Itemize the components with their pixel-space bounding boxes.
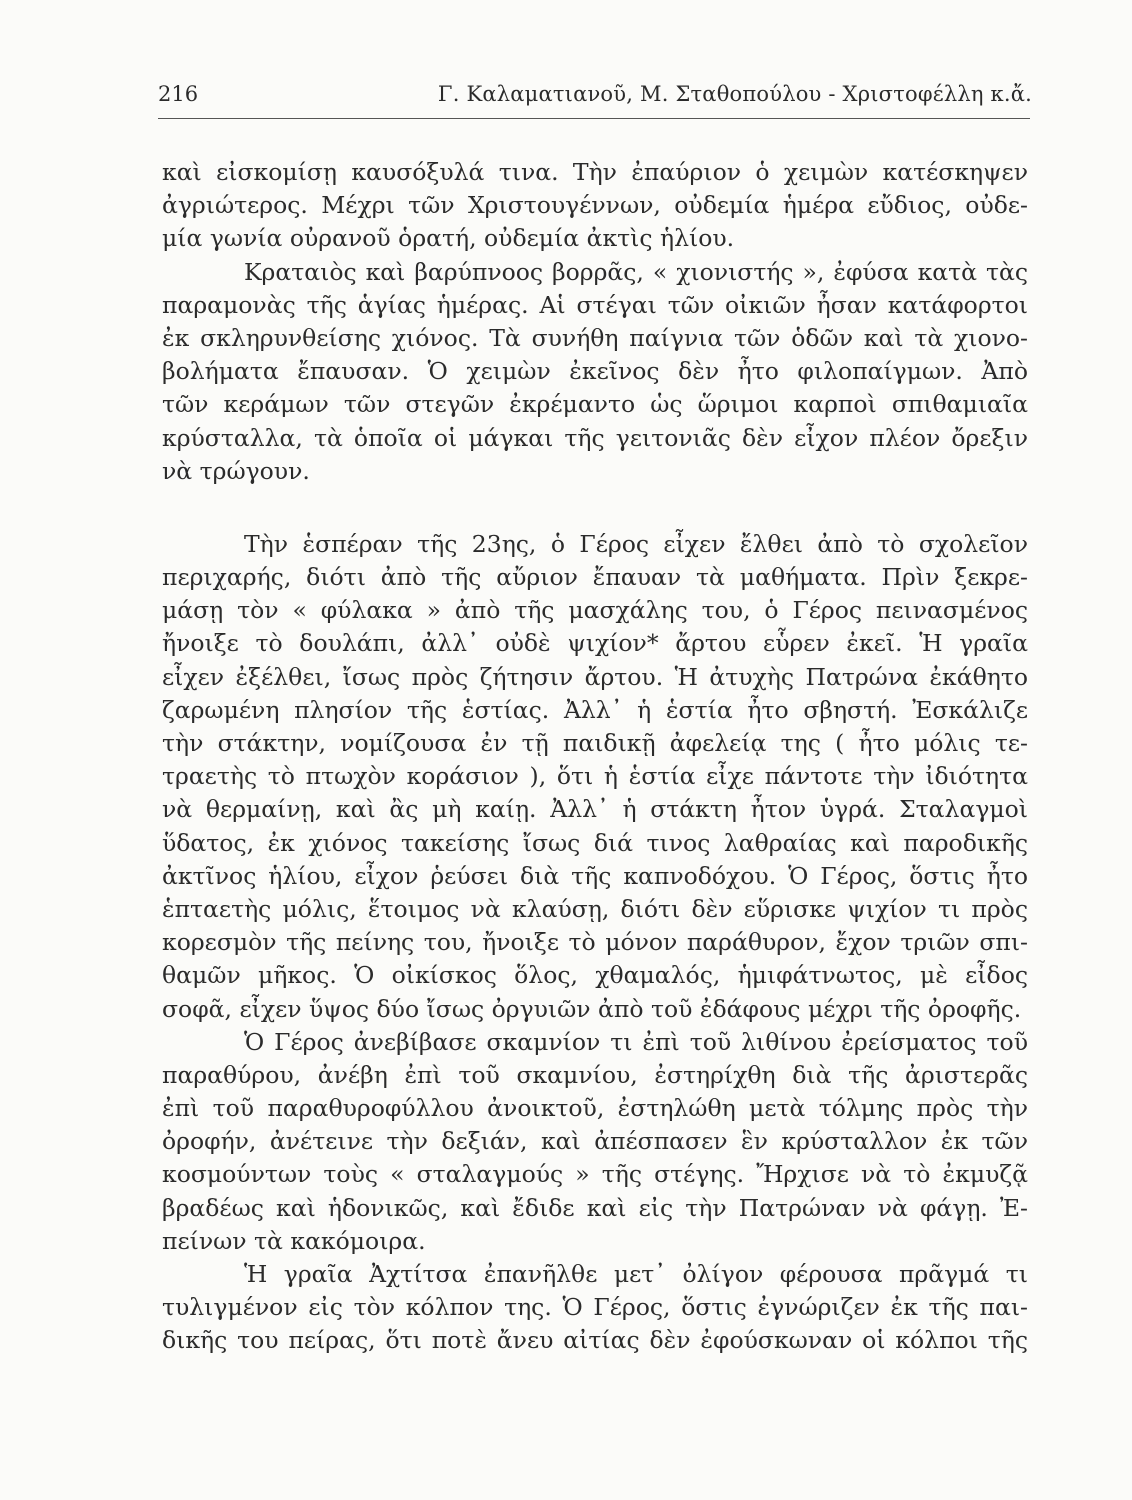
text-line: ζαρωμένη πλησίον τῆς ἑστίας. Ἀλλ᾽ ἡ ἑστία ἦτο σβηστή. Ἐσκάλιζε — [162, 695, 1028, 724]
text-line: μάσῃ τὸν « φύλακα » ἀπὸ τῆς μασχάλης του, ὁ Γέρος πεινασμένος — [162, 596, 1028, 625]
text-line: ἀγριώτερος. Μέχρι τῶν Χριστουγέννων, οὐδεμία ἡμέρα εὔδιος, οὐδε- — [162, 191, 1028, 220]
body-text — [162, 156, 1028, 1358]
text-line: τραετὴς τὸ πτωχὸν κοράσιον ), ὅτι ἡ ἑστία εἶχε πάντοτε τὴν ἰδιότητα — [162, 762, 1028, 791]
header-rule — [158, 118, 1030, 119]
page-number: 216 — [158, 82, 199, 106]
text-line: περιχαρής, διότι ἀπὸ τῆς αὔριον ἔπαυαν τὰ μαθήματα. Πρὶν ξεκρε- — [162, 563, 1028, 592]
text-line: πείνων τὰ κακόμοιρα. — [162, 1226, 426, 1255]
text-line: κορεσμὸν τῆς πείνης του, ἤνοιξε τὸ μόνον παράθυρον, ἔχον τριῶν σπι- — [162, 928, 1028, 957]
text-line: παραθύρου, ἀνέβη ἐπὶ τοῦ σκαμνίου, ἐστηρίχθη διὰ τῆς ἀριστερᾶς — [162, 1060, 1028, 1089]
text-line: δικῆς του πείρας, ὅτι ποτὲ ἄνευ αἰτίας δὲν ἐφούσκωναν οἱ κόλποι τῆς — [162, 1326, 1028, 1355]
text-line: Ἡ γραῖα Ἀχτίτσα ἐπανῆλθε μετ᾽ ὀλίγον φέρουσα πρᾶγμά τι — [244, 1260, 1028, 1288]
text-line: ὕδατος, ἐκ χιόνος τακείσης ἴσως διά τινος λαθραίας καὶ παροδικῆς — [162, 828, 1028, 857]
paragraph-gap — [162, 488, 1028, 528]
text-line: Τὴν ἑσπέραν τῆς 23ης, ὁ Γέρος εἶχεν ἔλθει ἀπὸ τὸ σχολεῖον — [244, 529, 1028, 558]
text-line: νὰ θερμαίνῃ, καὶ ἂς μὴ καίῃ. Ἀλλ᾽ ἡ στάκτη ἦτον ὑγρά. Σταλαγμοὶ — [162, 795, 1028, 824]
page-header — [158, 82, 1032, 112]
text-line: νὰ τρώγουν. — [162, 456, 310, 485]
text-line: κρύσταλλα, τὰ ὁποῖα οἱ μάγκαι τῆς γειτονιᾶς δὲν εἶχον πλέον ὄρεξιν — [162, 423, 1028, 452]
text-line: μία γωνία οὐρανοῦ ὁρατή, οὐδεμία ἀκτὶς ἡλίου. — [162, 224, 735, 253]
text-line: τὴν στάκτην, νομίζουσα ἐν τῇ παιδικῇ ἀφελείᾳ της ( ἦτο μόλις τε- — [162, 729, 1028, 757]
text-line: τῶν κεράμων τῶν στεγῶν ἐκρέμαντο ὡς ὥριμοι καρποὶ σπιθαμιαῖα — [162, 390, 1028, 419]
text-line: θαμῶν μῆκος. Ὁ οἰκίσκος ὅλος, χθαμαλός, ἡμιφάτνωτος, μὲ εἶδος — [162, 961, 1028, 990]
text-line: ὀροφήν, ἀνέτεινε τὴν δεξιάν, καὶ ἀπέσπασεν ἓν κρύσταλλον ἐκ τῶν — [162, 1127, 1028, 1156]
text-line: Κραταιὸς καὶ βαρύπνοος βορρᾶς, « χιονιστής », ἐφύσα κατὰ τὰς — [244, 257, 1028, 286]
text-line: Ὁ Γέρος ἀνεβίβασε σκαμνίον τι ἐπὶ τοῦ λιθίνου ἐρείσματος τοῦ — [244, 1027, 1028, 1056]
text-line: ἑπταετὴς μόλις, ἕτοιμος νὰ κλαύσῃ, διότι δὲν εὕρισκε ψιχίον τι πρὸς — [162, 894, 1028, 923]
text-line: εἶχεν ἐξέλθει, ἴσως πρὸς ζήτησιν ἄρτου. Ἡ ἀτυχὴς Πατρώνα ἐκάθητο — [162, 662, 1028, 691]
text-line: σοφᾶ, εἶχεν ὕψος δύο ἴσως ὀργυιῶν ἀπὸ τοῦ ἐδάφους μέχρι τῆς ὀροφῆς. — [162, 994, 1022, 1023]
text-line: καὶ εἰσκομίσῃ καυσόξυλά τινα. Τὴν ἐπαύριον ὁ χειμὼν κατέσκηψεν — [162, 158, 1028, 186]
text-line: ἐπὶ τοῦ παραθυροφύλλου ἀνοικτοῦ, ἐστηλώθη μετὰ τόλμης πρὸς τὴν — [162, 1094, 1028, 1123]
text-line: παραμονὰς τῆς ἁγίας ἡμέρας. Αἱ στέγαι τῶν οἰκιῶν ἦσαν κατάφορτοι — [162, 290, 1028, 319]
text-line: ἤνοιξε τὸ δουλάπι, ἀλλ᾽ οὐδὲ ψιχίον* ἄρτου εὗρεν ἐκεῖ. Ἡ γραῖα — [162, 629, 1028, 658]
text-line: βολήματα ἔπαυσαν. Ὁ χειμὼν ἐκεῖνος δὲν ἦτο φιλοπαίγμων. Ἀπὸ — [162, 357, 1028, 386]
text-line: κοσμούντων τοὺς « σταλαγμούς » τῆς στέγης. Ἤρχισε νὰ τὸ ἐκμυζᾷ — [162, 1160, 1028, 1189]
running-head: Γ. Καλαματιανοῦ, Μ. Σταθοπούλου - Χριστοφέλλη κ.ἄ. — [437, 82, 1032, 106]
text-line: ἐκ σκληρυνθείσης χιόνος. Τὰ συνήθη παίγνια τῶν ὁδῶν καὶ τὰ χιονο- — [162, 323, 1028, 352]
text-line: βραδέως καὶ ἡδονικῶς, καὶ ἔδιδε καὶ εἰς τὴν Πατρώναν νὰ φάγῃ. Ἐ- — [162, 1193, 1028, 1222]
text-line: τυλιγμένον εἰς τὸν κόλπον της. Ὁ Γέρος, ὅστις ἐγνώριζεν ἐκ τῆς παι- — [162, 1293, 1028, 1322]
text-line: ἀκτῖνος ἡλίου, εἶχον ῥεύσει διὰ τῆς καπνοδόχου. Ὁ Γέρος, ὅστις ἦτο — [162, 861, 1028, 890]
